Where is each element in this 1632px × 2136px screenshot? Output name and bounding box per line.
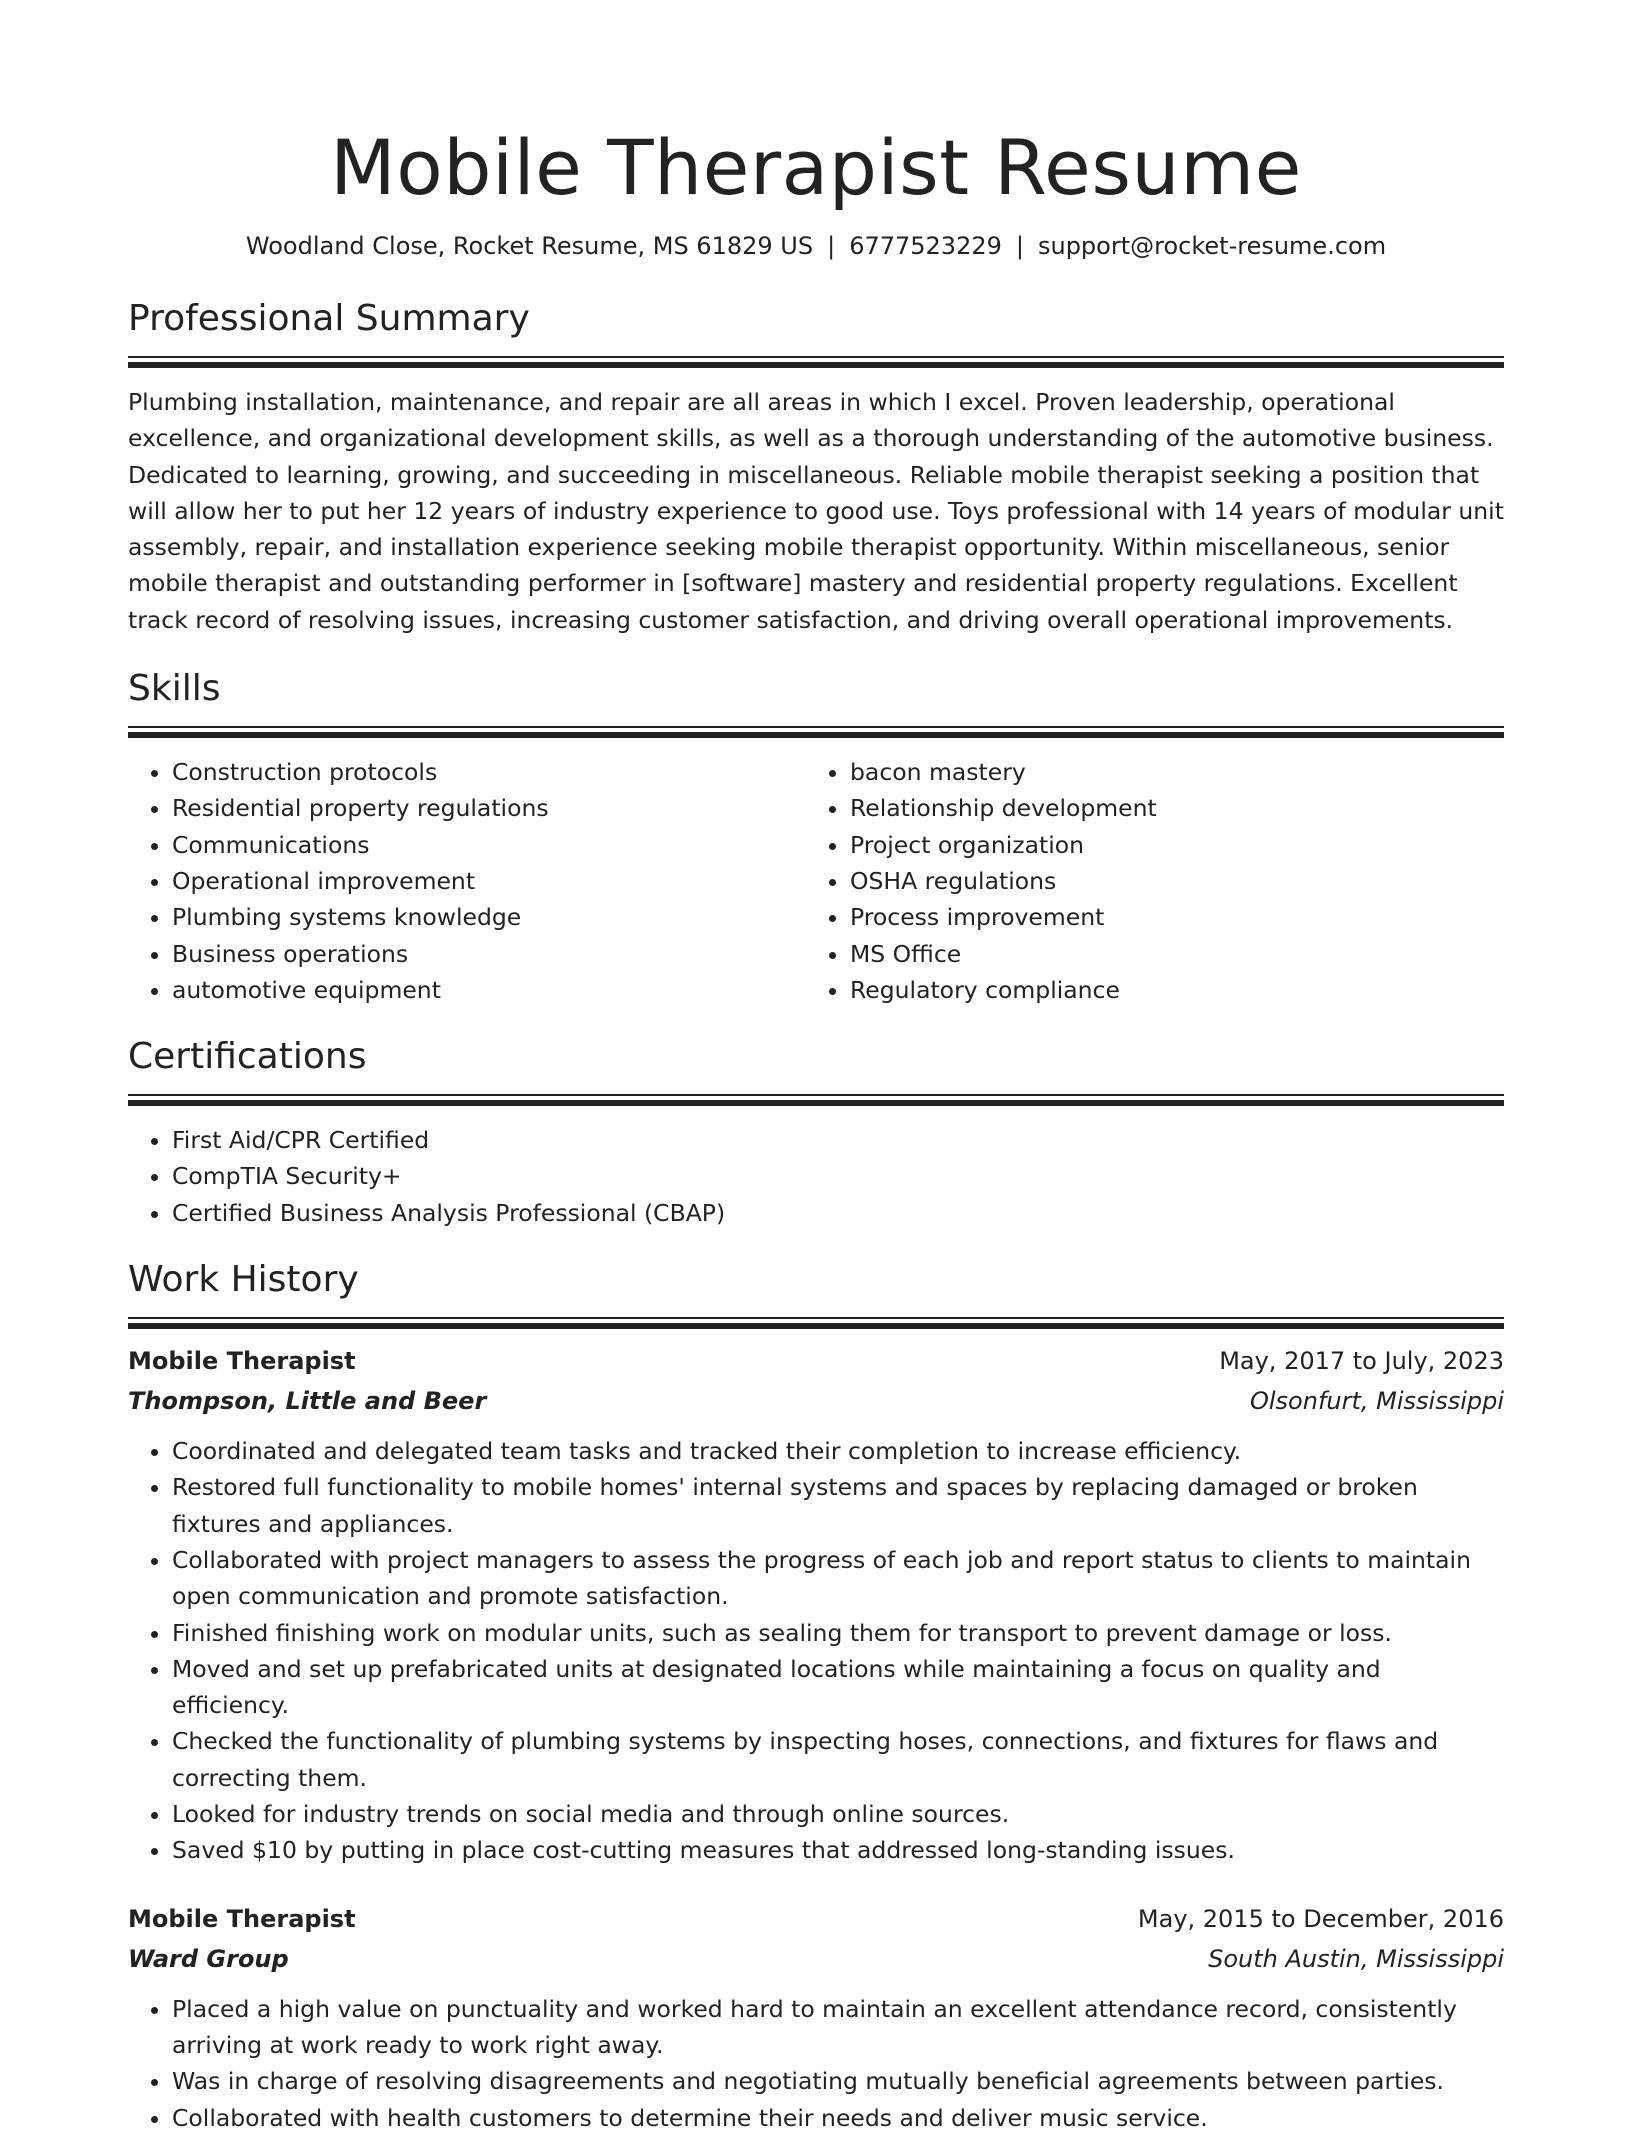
job-subheader	[128, 1381, 1504, 1421]
contact-separator: |	[1015, 232, 1024, 260]
job-dates: May, 2017 to July, 2023	[1219, 1347, 1504, 1376]
certifications-section	[128, 1034, 1504, 1231]
skill-item: • Regulatory compliance	[850, 972, 1484, 1008]
job-entry	[128, 1899, 1504, 2136]
certification-item: • Certified Business Analysis Professional (CBAP)	[172, 1195, 1504, 1231]
skills-column-left	[128, 754, 806, 1008]
skill-item: • Communications	[172, 827, 806, 863]
job-bullet: • Checked the functionality of plumbing systems by inspecting hoses, connections, and fixtures for flaws and correcting them.	[172, 1723, 1504, 1796]
skills-heading: Skills	[128, 668, 221, 710]
summary-section	[128, 296, 1504, 638]
skill-item: • Plumbing systems knowledge	[172, 899, 806, 935]
job-header	[128, 1899, 1504, 1939]
section-divider	[128, 1317, 1504, 1329]
resume-title: Mobile Therapist Resume	[330, 123, 1302, 212]
summary-heading: Professional Summary	[128, 298, 530, 339]
job-bullet: • Finished finishing work on modular units, such as sealing them for transport to prevent damage or loss.	[172, 1615, 1504, 1651]
skill-item: • bacon mastery	[850, 754, 1484, 790]
job-bullets	[128, 1991, 1504, 2136]
skill-item: • Relationship development	[850, 790, 1484, 826]
work-history-heading: Work History	[128, 1259, 359, 1301]
skill-item: • Project organization	[850, 827, 1484, 863]
contact-line	[128, 230, 1504, 262]
summary-text: Plumbing installation, maintenance, and repair are all areas in which I excel. Proven leadership, operational excellence, and organizational development skills, as well as a thorough understanding of the automotive business. Dedicated to learning, growing, and succeeding in miscellaneous. Reliable mobile therapist seeking a position that will allow her to put her 12 years of industry experience to good use. Toys professional with 14 years of modular unit assembly, repair, and installation experience seeking mobile therapist opportunity. Within miscellaneous, senior mobile therapist and outstanding performer in [software] mastery and residential property regulations. Excellent track record of resolving issues, increasing customer satisfaction, and driving overall operational improvements.	[128, 388, 1504, 634]
skills-grid	[128, 754, 1504, 1008]
skill-item: • Process improvement	[850, 899, 1484, 935]
skill-item: • OSHA regulations	[850, 863, 1484, 899]
section-divider	[128, 726, 1504, 738]
job-title: Mobile Therapist	[128, 1347, 356, 1376]
job-header	[128, 1341, 1504, 1381]
certification-item: • CompTIA Security+	[172, 1158, 1504, 1194]
skill-item: • automotive equipment	[172, 972, 806, 1008]
job-bullet: • Saved $10 by putting in place cost-cutting measures that addressed long-standing issues.	[172, 1832, 1504, 1868]
job-subheader	[128, 1939, 1504, 1979]
section-divider	[128, 356, 1504, 368]
job-bullets	[128, 1433, 1504, 1869]
certifications-heading: Certifications	[128, 1036, 367, 1078]
contact-separator: |	[827, 232, 836, 260]
job-entry	[128, 1341, 1504, 1869]
certification-item: • First Aid/CPR Certified	[172, 1122, 1504, 1158]
resume-page	[128, 0, 1504, 2136]
job-company: Ward Group	[128, 1944, 289, 1973]
job-bullet: • Placed a high value on punctuality and worked hard to maintain an excellent attendance record, consistently arriving at work ready to work right away.	[172, 1991, 1504, 2064]
job-dates: May, 2015 to December, 2016	[1137, 1904, 1504, 1933]
job-bullet: • Was in charge of resolving disagreements and negotiating mutually beneficial agreements between parties.	[172, 2063, 1504, 2099]
skill-item: • Construction protocols	[172, 754, 806, 790]
contact-phone: 6777523229	[849, 232, 1002, 260]
job-title: Mobile Therapist	[128, 1904, 356, 1933]
work-history-section	[128, 1257, 1504, 2136]
certifications-list	[128, 1122, 1504, 1231]
job-location: Olsonfurt, Mississippi	[1249, 1387, 1504, 1416]
job-bullet: • Collaborated with health customers to determine their needs and deliver music service.	[172, 2100, 1504, 2136]
skill-item: • Business operations	[172, 936, 806, 972]
job-bullet: • Restored full functionality to mobile homes' internal systems and spaces by replacing damaged or broken fixtures and appliances.	[172, 1469, 1504, 1542]
job-bullet: • Moved and set up prefabricated units at designated locations while maintaining a focus on quality and efficiency.	[172, 1651, 1504, 1724]
job-bullet: • Looked for industry trends on social media and through online sources.	[172, 1796, 1504, 1832]
section-divider	[128, 1094, 1504, 1106]
skills-list-right	[806, 754, 1484, 1008]
skill-item: • Residential property regulations	[172, 790, 806, 826]
skills-column-right	[806, 754, 1484, 1008]
contact-address: Woodland Close, Rocket Resume, MS 61829 US	[245, 232, 814, 260]
job-company: Thompson, Little and Beer	[128, 1387, 487, 1416]
skill-item: • Operational improvement	[172, 863, 806, 899]
skill-item: • MS Office	[850, 936, 1484, 972]
job-bullet: • Collaborated with project managers to assess the progress of each job and report status to clients to maintain open communication and promote satisfaction.	[172, 1542, 1504, 1615]
skills-list-left	[128, 754, 806, 1008]
job-location: South Austin, Mississippi	[1208, 1944, 1504, 1973]
contact-email: support@rocket-resume.com	[1037, 232, 1387, 260]
skills-section	[128, 666, 1504, 1008]
job-bullet: • Coordinated and delegated team tasks and tracked their completion to increase efficiency.	[172, 1433, 1504, 1469]
